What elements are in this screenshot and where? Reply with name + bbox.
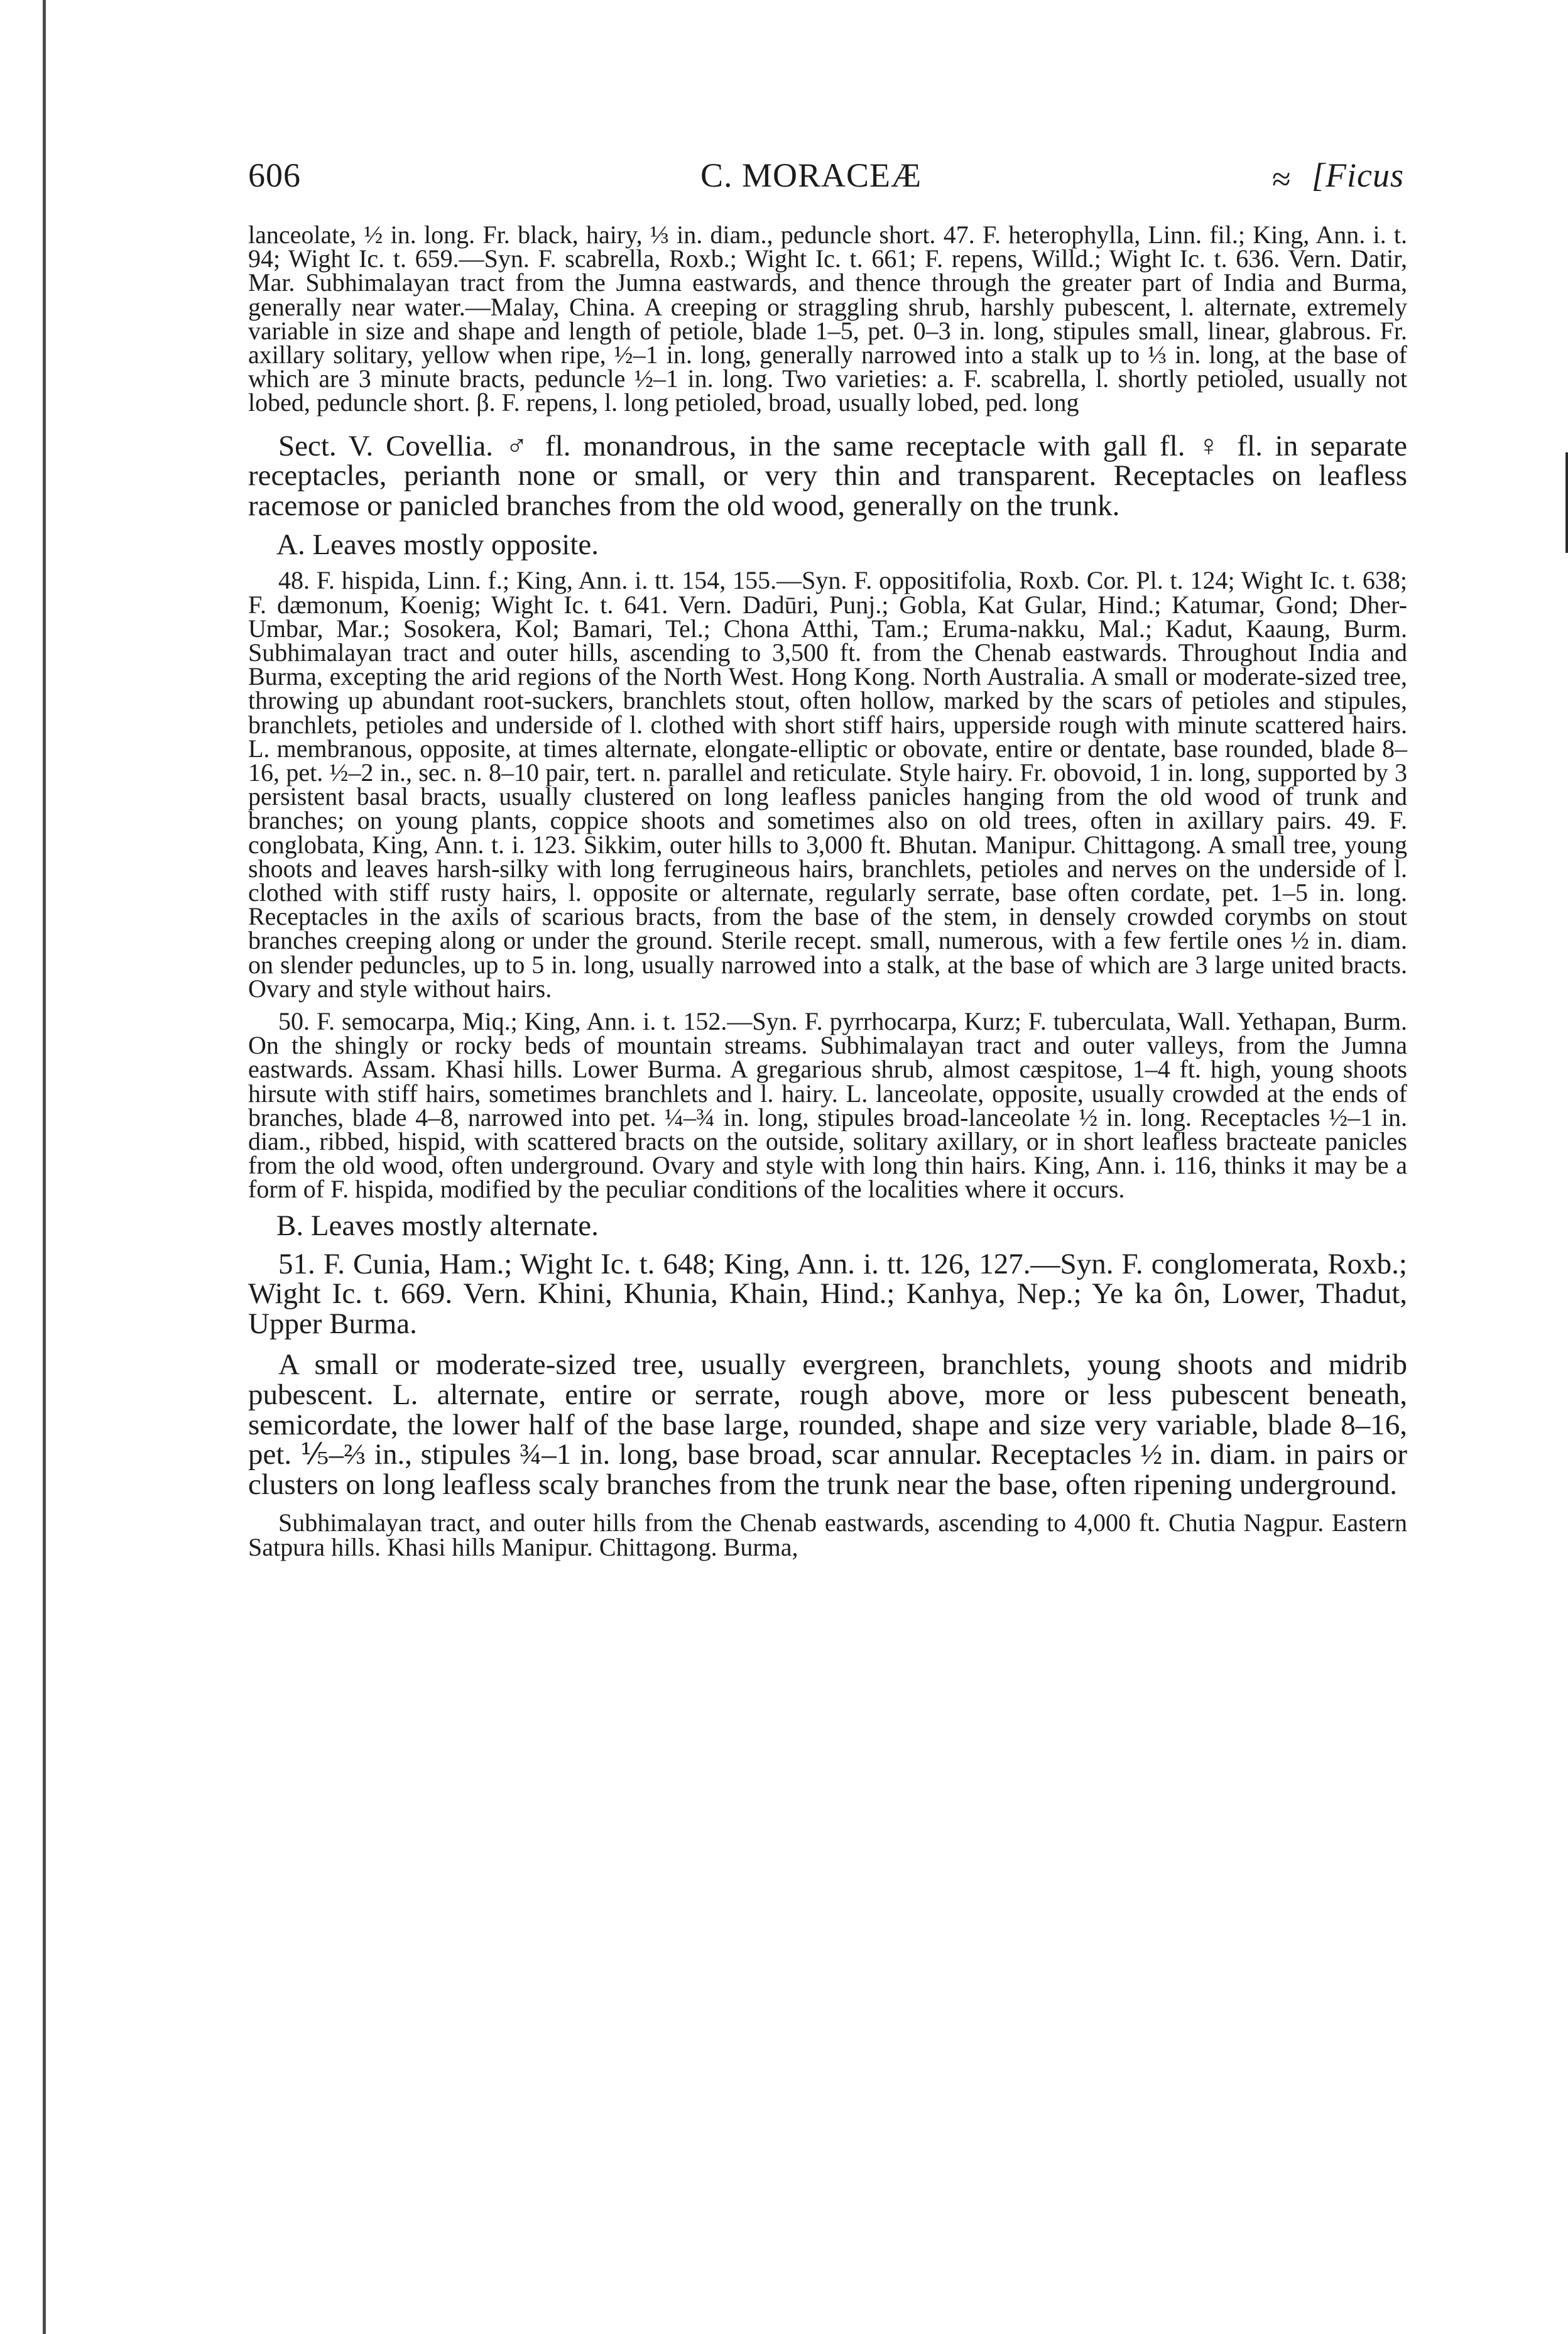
species-cunia-distribution: Subhimalayan tract, and outer hills from the Chenab eastwards, ascending to 4,000 ft. Chutia Nagpur. Eastern Satpura hills. Khasi hills Manipur. Chittagong. Burma, xyxy=(248,1508,1407,1561)
page-edge-mark xyxy=(1565,452,1568,553)
genus-marker: [Ficus xyxy=(1312,156,1404,194)
page-number: 606 xyxy=(248,156,301,194)
binding-margin-line xyxy=(43,0,46,2334)
species-cunia-description: A small or moderate-sized tree, usually evergreen, branchlets, young shoots and midrib pubescent. L. alternate, entire or serrate, rough above, more or less pubescent beneath, semicordate, the lower half of the base large, rounded, shape and size very variable, blade 8–16, pet. ⅕–⅔ in., stipules ¾–1 in. long, base broad, scar annular. Receptacles ½ in. diam. in pairs or clusters on long leafless scaly branches from the trunk near the base, often ripening underground. xyxy=(248,1348,1407,1501)
subheading-opposite: A. Leaves mostly opposite. xyxy=(276,528,599,562)
subheading-alternate: B. Leaves mostly alternate. xyxy=(276,1209,599,1242)
running-header xyxy=(248,156,1404,206)
page-body xyxy=(248,223,1407,1559)
paragraph-semocarpa: 50. F. semocarpa, Miq.; King, Ann. i. t. 152.—Syn. F. pyrrhocarpa, Kurz; F. tuberculata, Wall. Yethapan, Burm. On the shingly or rocky beds of mountain streams. Subhimalayan tract and outer valleys, from the Jumna eastwards. Assam. Khasi hills. Lower Burma. A gregarious shrub, almost cæspitose, 1–4 ft. high, young shoots hirsute with stiff hairs, sometimes branchlets and l. hairy. L. lanceolate, opposite, usually crowded at the ends of branches, blade 4–8, narrowed into pet. ¼–¾ in. long, stipules broad-lanceolate ½ in. long. Receptacles ½–1 in. diam., ribbed, hispid, with scattered bracts on the outside, solitary axillary, or in short leafless bracteate panicles from the old wood, often underground. Ovary and style with long thin hairs. King, Ann. i. 116, thinks it may be a form of F. hispida, modified by the peculiar conditions of the localities where it occurs. xyxy=(248,1007,1407,1204)
species-cunia-heading: 51. F. Cunia, Ham.; Wight Ic. t. 648; King, Ann. i. tt. 126, 127.—Syn. F. conglomerata, Roxb.; Wight Ic. t. 669. Vern. Khini, Khunia, Khain, Hind.; Kanhya, Nep.; Ye ka ôn, Lower, Thadut, Upper Burma. xyxy=(248,1247,1407,1340)
section-covellia: Sect. V. Covellia. ♂ fl. monandrous, in the same receptacle with gall fl. ♀ fl. in separate receptacles, perianth none or small, or very thin and transparent. Receptacles on leafless racemose or panicled branches from the old wood, generally on the trunk. xyxy=(248,429,1407,522)
header-ornament: ≈ xyxy=(1272,160,1292,198)
running-head-title: C. MORACEÆ xyxy=(700,156,922,194)
paragraph-heterophylla: lanceolate, ½ in. long. Fr. black, hairy, ⅓ in. diam., peduncle short. 47. F. heterophylla, Linn. fil.; King, Ann. i. t. 94; Wight Ic. t. 659.—Syn. F. scabrella, Roxb.; Wight Ic. t. 661; F. repens, Willd.; Wight Ic. t. 636. Vern. Datir, Mar. Subhimalayan tract from the Jumna eastwards, and thence through the greater part of India and Burma, generally near water.—Malay, China. A creeping or straggling shrub, harshly pubescent, l. alternate, extremely variable in size and shape and length of petiole, blade 1–5, pet. 0–3 in. long, stipules small, linear, glabrous. Fr. axillary solitary, yellow when ripe, ½–1 in. long, generally narrowed into a stalk up to ⅓ in. long, at the base of which are 3 minute bracts, peduncle ½–1 in. long. Two varieties: a. F. scabrella, l. shortly petioled, usually not lobed, peduncle short. β. F. repens, l. long petioled, broad, usually lobed, ped. long xyxy=(248,221,1407,417)
paragraph-hispida: 48. F. hispida, Linn. f.; King, Ann. i. tt. 154, 155.—Syn. F. oppositifolia, Roxb. Cor. Pl. t. 124; Wight Ic. t. 638; F. dæmonum, Koenig; Wight Ic. t. 641. Vern. Dadūri, Punj.; Gobla, Kat Gular, Hind.; Katumar, Gond; Dher-Umbar, Mar.; Sosokera, Kol; Bamari, Tel.; Chona Atthi, Tam.; Eruma-nakku, Mal.; Kadut, Kaaung, Burm. Subhimalayan tract and outer hills, ascending to 3,500 ft. from the Chenab eastwards. Throughout India and Burma, excepting the arid regions of the North West. Hong Kong. North Australia. A small or moderate-sized tree, throwing up abundant root-suckers, branchlets stout, often hollow, marked by the scars of petioles and stipules, branchlets, petioles and underside of l. clothed with short stiff hairs, upperside rough with minute scattered hairs. L. membranous, opposite, at times alternate, elongate-elliptic or obovate, entire or dentate, base rounded, blade 8–16, pet. ½–2 in., sec. n. 8–10 pair, tert. n. parallel and reticulate. Style hairy. Fr. obovoid, 1 in. long, supported by 3 persistent basal bracts, usually clustered on long leafless panicles hanging from the old wood of trunk and branches; on young plants, coppice shoots and sometimes also on old trees, often in axillary pairs. 49. F. conglobata, King, Ann. t. i. 123. Sikkim, outer hills to 3,000 ft. Bhutan. Manipur. Chittagong. A small tree, young shoots and leaves harsh-silky with long ferrugineous hairs, branchlets, petioles and nerves on the underside of l. clothed with stiff rusty hairs, l. opposite or alternate, regularly serrate, base often cordate, pet. 1–5 in. long. Receptacles in the axils of scarious bracts, from the base of the stem, in densely crowded corymbs on stout branches creeping along or under the ground. Sterile recept. small, numerous, with a few fertile ones ½ in. diam. on slender peduncles, up to 5 in. long, usually narrowed into a stalk, at the base of which are 3 large united bracts. Ovary and style without hairs. xyxy=(248,566,1407,1003)
